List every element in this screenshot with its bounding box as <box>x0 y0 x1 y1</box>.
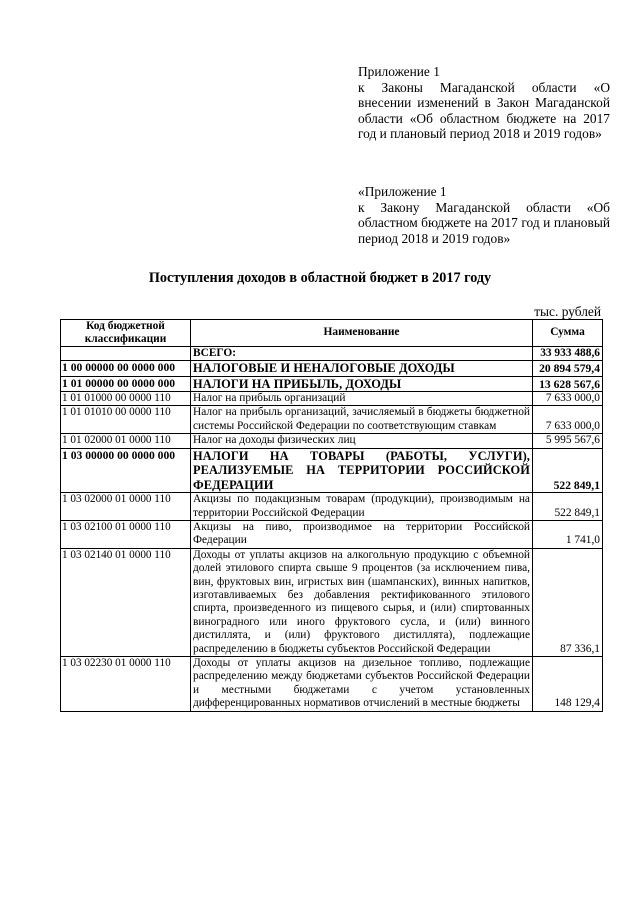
table-row <box>61 657 603 712</box>
revenue-table <box>60 319 603 712</box>
row-code: 1 01 02000 01 0000 110 <box>61 434 191 448</box>
row-name: Налог на прибыль организаций, зачисляемый в бюджеты бюджетной системы Российской Федерации по соответствующим ставкам <box>191 406 533 434</box>
row-code <box>61 346 191 360</box>
units-label: тыс. рублей <box>534 304 601 319</box>
row-name: ВСЕГО: <box>191 346 533 360</box>
appendix-1-label: Приложение 1 <box>358 64 440 79</box>
table-row <box>61 361 603 377</box>
appendix-2-text: к Закону Магаданской области «Об областном бюджете на 2017 год и плановый период 2018 и 2019 годов» <box>358 199 610 246</box>
row-name: Доходы от уплаты акцизов на дизельное топливо, подлежащие распределению между бюджетами субъектов Российской Федерации и местными бюджетами с учетом установленных дифференцированных нормативов отчислений в местные бюджеты <box>191 657 533 712</box>
header-code: Код бюджетной классификации <box>61 320 191 347</box>
row-code: 1 03 02100 01 0000 110 <box>61 520 191 548</box>
appendix-2-label: «Приложение 1 <box>358 184 447 199</box>
table-header-row <box>61 320 603 347</box>
table-row <box>61 448 603 493</box>
row-sum: 13 628 567,6 <box>533 376 603 392</box>
row-name: НАЛОГИ НА ПРИБЫЛЬ, ДОХОДЫ <box>191 376 533 392</box>
row-name: Акцизы по подакцизным товарам (продукции), производимым на территории Российской Федерации <box>191 493 533 521</box>
header-name: Наименование <box>191 320 533 347</box>
row-sum: 7 633 000,0 <box>533 392 603 406</box>
appendix-1-header <box>358 64 610 142</box>
row-code: 1 01 01010 00 0000 110 <box>61 406 191 434</box>
row-code: 1 03 02000 01 0000 110 <box>61 493 191 521</box>
document-title: Поступления доходов в областной бюджет в 2017 году <box>148 270 492 286</box>
row-code: 1 01 00000 00 0000 000 <box>61 376 191 392</box>
row-name: Налог на доходы физических лиц <box>191 434 533 448</box>
row-name: Акцизы на пиво, производимое на территории Российской Федерации <box>191 520 533 548</box>
row-sum: 522 849,1 <box>533 448 603 493</box>
header-sum: Сумма <box>533 320 603 347</box>
table-row <box>61 520 603 548</box>
row-sum: 1 741,0 <box>533 520 603 548</box>
row-name: Доходы от уплаты акцизов на алкогольную продукцию с объемной долей этилового спирта свыше 9 процентов (за исключением пива, вин, фруктовых вин, игристых вин (шампанских), винных напитков, изготавливаемых без добавления ректификованного этилового спирта, произведенного из пищевого сырья, и (или) спиртованных виноградного или иного фруктового сусла, и (или) винного дистиллята, и (или) фруктового дистиллята), подлежащие распределению в бюджеты субъектов Российской Федерации <box>191 548 533 656</box>
row-sum: 87 336,1 <box>533 548 603 656</box>
row-sum: 522 849,1 <box>533 493 603 521</box>
row-code: 1 03 02140 01 0000 110 <box>61 548 191 656</box>
row-sum: 33 933 488,6 <box>533 346 603 360</box>
appendix-2-header <box>358 184 610 246</box>
row-sum: 7 633 000,0 <box>533 406 603 434</box>
table-row <box>61 434 603 448</box>
row-code: 1 03 02230 01 0000 110 <box>61 657 191 712</box>
row-name: НАЛОГОВЫЕ И НЕНАЛОГОВЫЕ ДОХОДЫ <box>191 361 533 377</box>
row-sum: 148 129,4 <box>533 657 603 712</box>
row-code: 1 00 00000 00 0000 000 <box>61 361 191 377</box>
table-row <box>61 346 603 360</box>
table-row <box>61 376 603 392</box>
row-name: НАЛОГИ НА ТОВАРЫ (РАБОТЫ, УСЛУГИ), РЕАЛИЗУЕМЫЕ НА ТЕРРИТОРИИ РОССИЙСКОЙ ФЕДЕРАЦИИ <box>191 448 533 493</box>
row-code: 1 01 01000 00 0000 110 <box>61 392 191 406</box>
table-row <box>61 493 603 521</box>
row-code: 1 03 00000 00 0000 000 <box>61 448 191 493</box>
table-row <box>61 406 603 434</box>
row-sum: 5 995 567,6 <box>533 434 603 448</box>
appendix-1-text: к Законы Магаданской области «О внесении изменений в Закон Магаданской области «Об областном бюджете на 2017 год и плановый период 2018 и 2019 годов» <box>358 79 610 142</box>
table-row <box>61 548 603 656</box>
table-row <box>61 392 603 406</box>
row-sum: 20 894 579,4 <box>533 361 603 377</box>
row-name: Налог на прибыль организаций <box>191 392 533 406</box>
